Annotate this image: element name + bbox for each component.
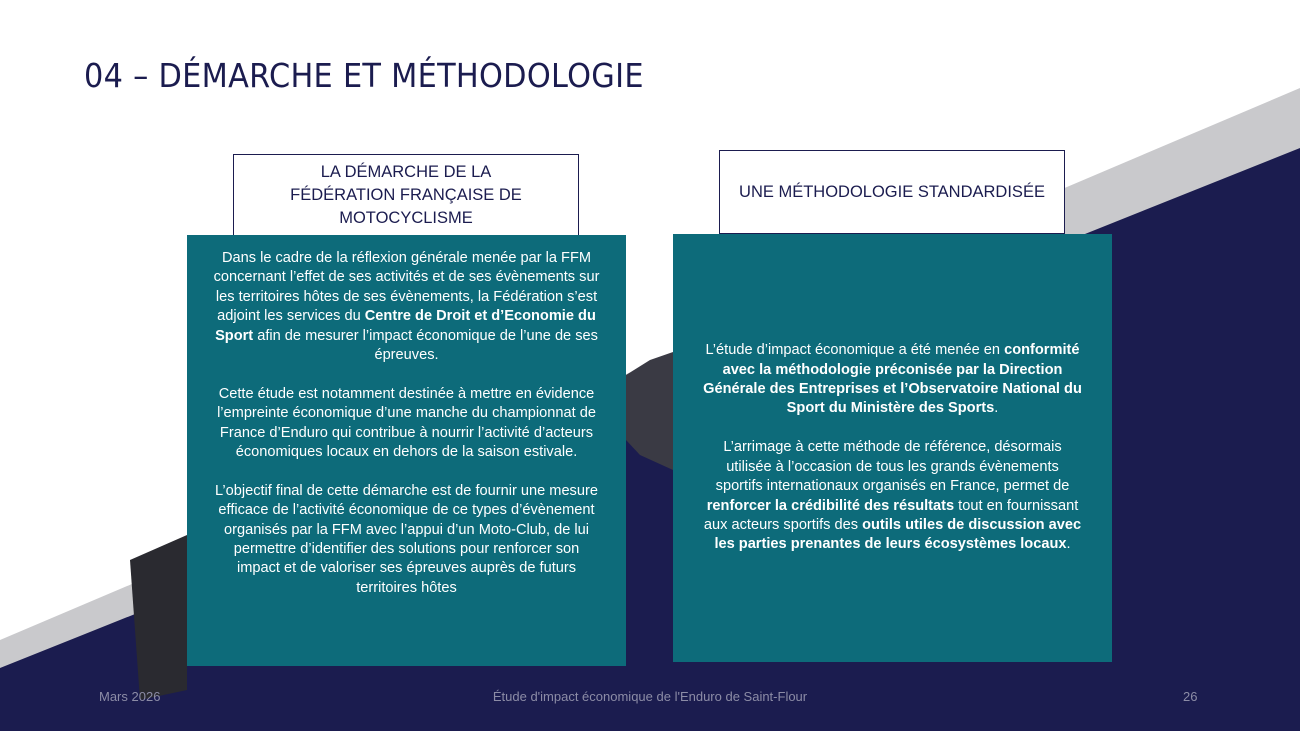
right-heading-box: [719, 150, 1065, 234]
demarche-paragraph-2: Cette étude est notamment destinée à mettre en évidence l’empreinte économique d’une manche du championnat de France d’Enduro qui contribue à nourrir l’activité d’acteurs économiques locaux en dehors de la saison estivale.: [217, 385, 596, 461]
right-heading: UNE MÉTHODOLOGIE STANDARDISÉE: [739, 182, 1045, 201]
footer-date: Mars 2026: [99, 689, 161, 704]
demarche-paragraph-1: Dans le cadre de la réflexion générale menée par la FFM concernant l’effet de ses activités et de ses évènements sur les territoires hôtes de ses évènements, la Fédération s’est adjoint les services du Centre de Droit et d’Economie du Sport afin de mesurer l’impact économique de l’une de ses épreuves.: [213, 250, 600, 364]
methodologie-panel: [673, 234, 1112, 662]
page-title: 04 – DÉMARCHE ET MÉTHODOLOGIE: [84, 56, 644, 95]
left-heading: LA DÉMARCHE DE LA FÉDÉRATION FRANÇAISE DE MOTOCYCLISME: [290, 162, 522, 227]
methodologie-paragraph-1: L’étude d’impact économique a été menée en conformité avec la méthodologie préconisée par la Direction Générale des Entreprises et l’Observatoire National du Sport du Ministère des Sports.: [703, 342, 1082, 417]
demarche-paragraph-3: L’objectif final de cette démarche est de fournir une mesure efficace de l’activité économique de ce types d’évènement organisés par la FFM avec l’appui d’un Moto-Club, de lui permettre d’identifier des solutions pour renforcer son impact et de valoriser ses épreuves auprès de futurs territoires hôtes: [215, 482, 598, 596]
left-heading-box: [233, 154, 579, 236]
demarche-panel: [187, 235, 626, 666]
photo-strip-dark: [130, 535, 187, 700]
methodologie-paragraph-2: L’arrimage à cette méthode de référence, désormais utilisée à l’occasion de tous les grands évènements sportifs internationaux organisés en France, permet de renforcer la crédibilité des résultats tout en fournissant aux acteurs sportifs des outils utiles de discussion avec les parties prenantes de leurs écosystèmes locaux.: [703, 439, 1082, 553]
footer-title: Étude d'impact économique de l'Enduro de Saint-Flour: [492, 689, 808, 704]
page-number: 26: [1183, 689, 1198, 704]
